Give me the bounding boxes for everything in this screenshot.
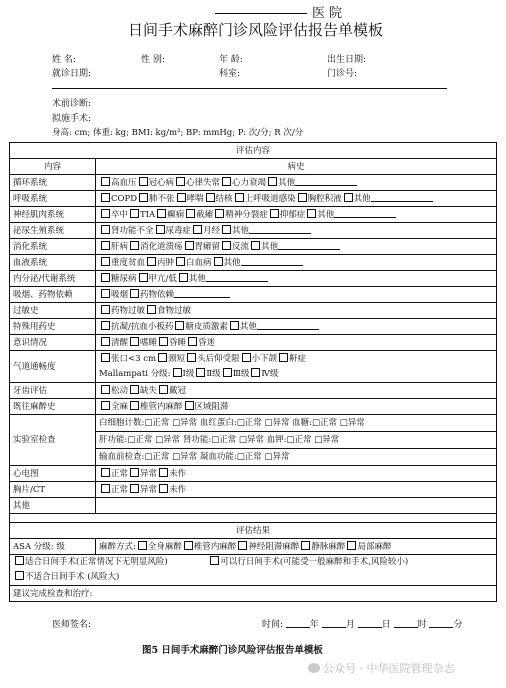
other-blank[interactable] [295, 177, 357, 186]
option-checkbox[interactable] [235, 193, 244, 202]
option-label: 抑郁症 [279, 209, 306, 220]
option-label: 肺不张 [149, 193, 175, 204]
ecg-options [96, 466, 497, 482]
history-row-label: 血液系统 [10, 255, 96, 271]
option-label: 其他 [261, 241, 279, 252]
history-row-options [96, 255, 497, 271]
option-label: 甲亢/低 [148, 273, 177, 284]
method-prefix: 麻醉方式: [99, 541, 136, 552]
option-checkbox[interactable] [173, 368, 182, 377]
option-checkbox[interactable] [215, 209, 224, 218]
option-label: 未作 [169, 468, 187, 479]
option-label: 胸腔积液 [307, 193, 342, 204]
option-label: 其他 [278, 177, 296, 188]
anesthesia-method-row [96, 539, 497, 555]
option-label: 截瘫 [196, 209, 214, 220]
time-label: 时间: [262, 620, 284, 630]
history-row [10, 239, 497, 255]
history-row [10, 175, 497, 191]
time-row [262, 617, 463, 630]
option-checkbox[interactable] [101, 257, 110, 266]
option-checkbox[interactable] [186, 209, 195, 218]
option-label: 其他 [223, 257, 241, 268]
assessment-section-title: 评估内容 [10, 143, 497, 159]
option-label: 区域阻滞 [194, 401, 229, 412]
gender-label: 性 别: [141, 55, 165, 65]
opt2-label: 可以行日间手术(可能受一般麻醉和手术,风险较小) [220, 557, 409, 567]
option-checkbox[interactable] [101, 353, 110, 362]
option-label: 缺失 [140, 385, 158, 396]
option-label: 结核 [215, 193, 233, 204]
opt3-label: 不适合日间手术 (风险大) [25, 572, 120, 582]
dependency-blank[interactable] [174, 289, 230, 298]
option-checkbox[interactable] [230, 321, 239, 330]
other-blank[interactable] [257, 321, 319, 330]
option-checkbox[interactable] [176, 257, 185, 266]
option-checkbox[interactable] [185, 401, 194, 410]
history-row-label: 意识情况 [10, 335, 96, 351]
option-label: 重度贫血 [111, 257, 146, 268]
option-label: 上呼吸道感染 [244, 193, 296, 204]
option-label: 清醒 [111, 337, 129, 348]
option-label: 高血压 [111, 177, 137, 188]
option-checkbox[interactable] [268, 177, 277, 186]
option-checkbox[interactable] [101, 468, 110, 477]
option-checkbox[interactable] [344, 193, 353, 202]
option-label: 昏迷 [198, 337, 216, 348]
history-row-label: 循环系统 [10, 175, 96, 191]
option-checkbox[interactable] [298, 193, 307, 202]
history-row-label: 特殊用药史 [10, 319, 96, 335]
option-checkbox[interactable] [193, 225, 202, 234]
history-row [10, 271, 497, 287]
option-label: 糖尿病 [111, 273, 137, 284]
option-label: 椎管内麻醉 [193, 541, 237, 552]
year-label: 年 [309, 620, 319, 630]
opt3-checkbox[interactable] [15, 571, 24, 580]
info-divider [52, 88, 447, 89]
option-checkbox[interactable] [158, 353, 167, 362]
minute-label: 分 [453, 620, 463, 630]
option-label: 胃瘫留 [194, 241, 221, 252]
option-checkbox[interactable] [130, 337, 139, 346]
option-label: 全麻 [111, 401, 129, 412]
ecg-label: 心电图 [10, 466, 96, 482]
history-row-options [96, 207, 497, 223]
opt1-checkbox[interactable] [15, 556, 24, 565]
option-checkbox[interactable] [101, 484, 110, 493]
figure-caption: 图5 日间手术麻醉门诊风险评估报告单模板 [142, 645, 323, 656]
option-checkbox[interactable] [101, 321, 110, 330]
option-label: COPD [111, 193, 138, 204]
anesthesia-history-label: 既往麻醉史 [10, 399, 96, 415]
other-field[interactable] [96, 498, 497, 514]
history-row-label: 内分泌/代谢系统 [10, 271, 96, 287]
chest-options [96, 482, 497, 498]
option-checkbox[interactable] [307, 209, 316, 218]
option-checkbox[interactable] [179, 273, 188, 282]
hospital-suffix: 医 院 [312, 6, 343, 21]
option-label: Ⅲ级 [232, 368, 250, 379]
option-label: 其他 [188, 273, 206, 284]
other-blank[interactable] [278, 241, 340, 250]
doctor-sign-label: 医师签名: [52, 620, 92, 630]
history-row-options [96, 191, 497, 207]
option-label: 哮喘 [186, 193, 204, 204]
teeth-options [96, 383, 497, 399]
option-label: 其他 [353, 193, 371, 204]
option-checkbox[interactable] [101, 305, 110, 314]
history-row [10, 303, 497, 319]
option-checkbox[interactable] [138, 541, 147, 550]
history-row [10, 319, 497, 335]
option-label: 椎管内麻醉 [140, 401, 183, 412]
option-label: 正常 [111, 468, 129, 479]
option-label: 丙肿 [157, 257, 175, 268]
hospital-name-blank [215, 13, 307, 14]
option-checkbox[interactable] [130, 484, 139, 493]
option-label: 未作 [169, 484, 187, 495]
option-label: 其他 [239, 321, 257, 332]
option-label: 全身麻醉 [147, 541, 182, 552]
option-label: 张口<3 cm [111, 353, 157, 364]
history-row [10, 191, 497, 207]
option-checkbox[interactable] [130, 241, 139, 250]
history-row-options [96, 223, 497, 239]
option-checkbox[interactable] [347, 541, 356, 550]
option-checkbox[interactable] [222, 225, 231, 234]
history-row [10, 223, 497, 239]
page-title: 日间手术麻醉门诊风险评估报告单模板 [128, 21, 384, 39]
history-row-label: 吸烟、药物依赖 [10, 287, 96, 303]
name-label: 姓 名: [52, 55, 76, 65]
option-label: Ⅱ级 [206, 368, 221, 379]
option-checkbox[interactable] [214, 257, 223, 266]
option-label: 药物过敏 [111, 305, 146, 316]
lab-line-1: 白细胞计数:□正常 □异常 血红蛋白:□正常 □异常 血糖:□正常 □异常 [99, 418, 365, 428]
option-label: 食物过敏 [157, 305, 192, 316]
suitability-row [10, 555, 497, 586]
opt2-checkbox[interactable] [210, 556, 219, 565]
option-label: 肾功能不全 [111, 225, 154, 236]
history-row [10, 335, 497, 351]
history-row [10, 287, 497, 303]
other-blank[interactable] [334, 209, 396, 218]
history-row-label: 过敏史 [10, 303, 96, 319]
vitals-line: 身高: cm; 体重: kg; BMI: kg/m²; BP: mmHg; P: 次/分; R 次/分 [52, 128, 304, 138]
history-row-label: 神经肌肉系统 [10, 207, 96, 223]
visit-date-label: 就诊日期: [52, 69, 92, 79]
option-checkbox[interactable] [206, 193, 215, 202]
option-checkbox[interactable] [242, 353, 251, 362]
option-checkbox[interactable] [222, 177, 231, 186]
airway-options [96, 351, 497, 383]
month-label: 月 [345, 620, 355, 630]
option-checkbox[interactable] [184, 541, 193, 550]
option-checkbox[interactable] [147, 257, 156, 266]
option-label: 反流 [232, 241, 250, 252]
airway-label: 气道通畅度 [10, 351, 96, 383]
option-checkbox[interactable] [223, 368, 232, 377]
hour-label: 时 [417, 620, 427, 630]
history-row-options [96, 335, 497, 351]
option-checkbox[interactable] [101, 209, 110, 218]
history-row-label: 泌尿生殖系统 [10, 223, 96, 239]
other-blank[interactable] [206, 273, 268, 282]
option-checkbox[interactable] [156, 225, 165, 234]
opt1-label: 适合日间手术(正常情况下无明显风险) [25, 557, 168, 567]
option-checkbox[interactable] [188, 337, 197, 346]
option-label: 静脉麻醉 [311, 541, 346, 552]
asa-grade: ASA 分级: 级 [10, 539, 96, 555]
option-label: 嗜睡 [140, 337, 158, 348]
option-checkbox[interactable] [159, 468, 168, 477]
option-checkbox[interactable] [139, 177, 148, 186]
option-label: 肝病 [111, 241, 129, 252]
option-label: Ⅰ级 [182, 368, 195, 379]
advice-label: 建议完成检查和治疗: [13, 588, 93, 599]
lab-line-3: 输血前检查:□正常 □异常 凝血功能:□正常 □异常 [96, 448, 496, 465]
option-label: 白血病 [186, 257, 212, 268]
result-section-title: 评估结果 [10, 523, 497, 539]
option-label: 昏睡 [169, 337, 187, 348]
option-label: 异常 [140, 468, 158, 479]
option-checkbox[interactable] [301, 541, 310, 550]
teeth-label: 牙齿评估 [10, 383, 96, 399]
option-checkbox[interactable] [101, 401, 110, 410]
option-label: 局部麻醉 [357, 541, 392, 552]
option-label: 冠心病 [148, 177, 175, 188]
planned-surgery-label: 拟施手术: [52, 114, 92, 124]
option-label: 正常 [111, 484, 129, 495]
option-checkbox[interactable] [130, 468, 139, 477]
history-row-options [96, 287, 497, 303]
option-checkbox[interactable] [101, 289, 110, 298]
history-row [10, 207, 497, 223]
option-checkbox[interactable] [176, 177, 185, 186]
option-label: 戴冠 [169, 385, 187, 396]
option-checkbox[interactable] [222, 241, 231, 250]
option-label: 药物依赖 [140, 289, 175, 300]
option-label: 心力衰竭 [232, 177, 267, 188]
option-label: Ⅳ级 [261, 368, 279, 379]
col-history-header: 病史 [96, 159, 497, 175]
history-row-options [96, 239, 497, 255]
option-label: 卒中 [111, 209, 129, 220]
other-blank[interactable] [241, 257, 303, 266]
option-checkbox[interactable] [130, 289, 139, 298]
history-row [10, 255, 497, 271]
option-checkbox[interactable] [185, 241, 194, 250]
option-checkbox[interactable] [130, 385, 139, 394]
history-row-options [96, 271, 497, 287]
history-row-options [96, 175, 497, 191]
option-checkbox[interactable] [101, 241, 110, 250]
assessment-table [9, 142, 497, 602]
option-checkbox[interactable] [130, 209, 139, 218]
option-checkbox[interactable] [101, 385, 110, 394]
option-checkbox[interactable] [279, 353, 288, 362]
option-checkbox[interactable] [101, 337, 110, 346]
option-label: 神经阻滞麻醉 [248, 541, 300, 552]
anesthesia-history-options [96, 399, 497, 415]
mallampati-prefix: Mallampati 分级: [99, 368, 171, 379]
chest-label: 胸片/CT [10, 482, 96, 498]
age-label: 年 龄: [219, 55, 243, 65]
col-content-header: 内容 [10, 159, 96, 175]
option-checkbox[interactable] [251, 241, 260, 250]
option-checkbox[interactable] [196, 368, 205, 377]
birth-date-label: 出生日期: [327, 55, 367, 65]
history-row-options [96, 319, 497, 335]
option-checkbox[interactable] [139, 273, 148, 282]
option-checkbox[interactable] [187, 353, 196, 362]
history-row-label: 呼吸系统 [10, 191, 96, 207]
history-row-label: 消化系统 [10, 239, 96, 255]
option-checkbox[interactable] [139, 193, 148, 202]
other-blank[interactable] [249, 225, 311, 234]
option-label: 松动 [111, 385, 129, 396]
option-checkbox[interactable] [130, 401, 139, 410]
option-checkbox[interactable] [147, 305, 156, 314]
option-checkbox[interactable] [159, 385, 168, 394]
lab-label: 实验室检查 [10, 415, 96, 466]
option-label: 精神分裂症 [225, 209, 268, 220]
option-checkbox[interactable] [238, 541, 247, 550]
day-label: 日 [381, 620, 391, 630]
option-label: 抗凝/抗血小板药 [111, 321, 174, 332]
option-label: 小下颌 [251, 353, 278, 364]
option-checkbox[interactable] [101, 177, 110, 186]
option-label: 心律失常 [186, 177, 221, 188]
option-label: 吸烟 [111, 289, 129, 300]
option-checkbox[interactable] [101, 273, 110, 282]
option-checkbox[interactable] [175, 321, 184, 330]
option-label: TIA [140, 209, 156, 220]
option-label: 头后仰受限 [197, 353, 240, 364]
option-label: 颈短 [168, 353, 186, 364]
watermark: 公众号 · 中华医院管理杂志 [308, 660, 455, 676]
advice-row [10, 586, 497, 602]
other-label: 其他 [10, 498, 96, 514]
option-checkbox[interactable] [177, 193, 186, 202]
option-checkbox[interactable] [251, 368, 260, 377]
department-label: 科室: [219, 69, 241, 79]
lab-line-2: 肝功能:□正常 □异常 肾功能:□正常 □异常 血钾:□正常 □异常 [96, 431, 496, 448]
option-checkbox[interactable] [159, 337, 168, 346]
option-label: 异常 [140, 484, 158, 495]
option-checkbox[interactable] [157, 209, 166, 218]
history-row-options [96, 303, 497, 319]
option-label: 尿毒症 [165, 225, 192, 236]
lab-options [96, 415, 497, 466]
option-label: 消化道溃疡 [140, 241, 183, 252]
clinic-no-label: 门诊号: [327, 69, 358, 79]
wechat-icon [308, 663, 320, 673]
option-checkbox[interactable] [101, 225, 110, 234]
option-label: 其他 [317, 209, 335, 220]
other-blank[interactable] [371, 193, 433, 202]
option-checkbox[interactable] [159, 484, 168, 493]
option-label: 鼾症 [289, 353, 307, 364]
option-checkbox[interactable] [101, 193, 110, 202]
pre-diagnosis-label: 术前诊断: [52, 99, 92, 109]
option-checkbox[interactable] [270, 209, 279, 218]
option-label: 其他 [232, 225, 250, 236]
option-label: 糖皮质激素 [185, 321, 228, 332]
option-label: 癫痫 [167, 209, 185, 220]
option-label: 月经 [203, 225, 221, 236]
